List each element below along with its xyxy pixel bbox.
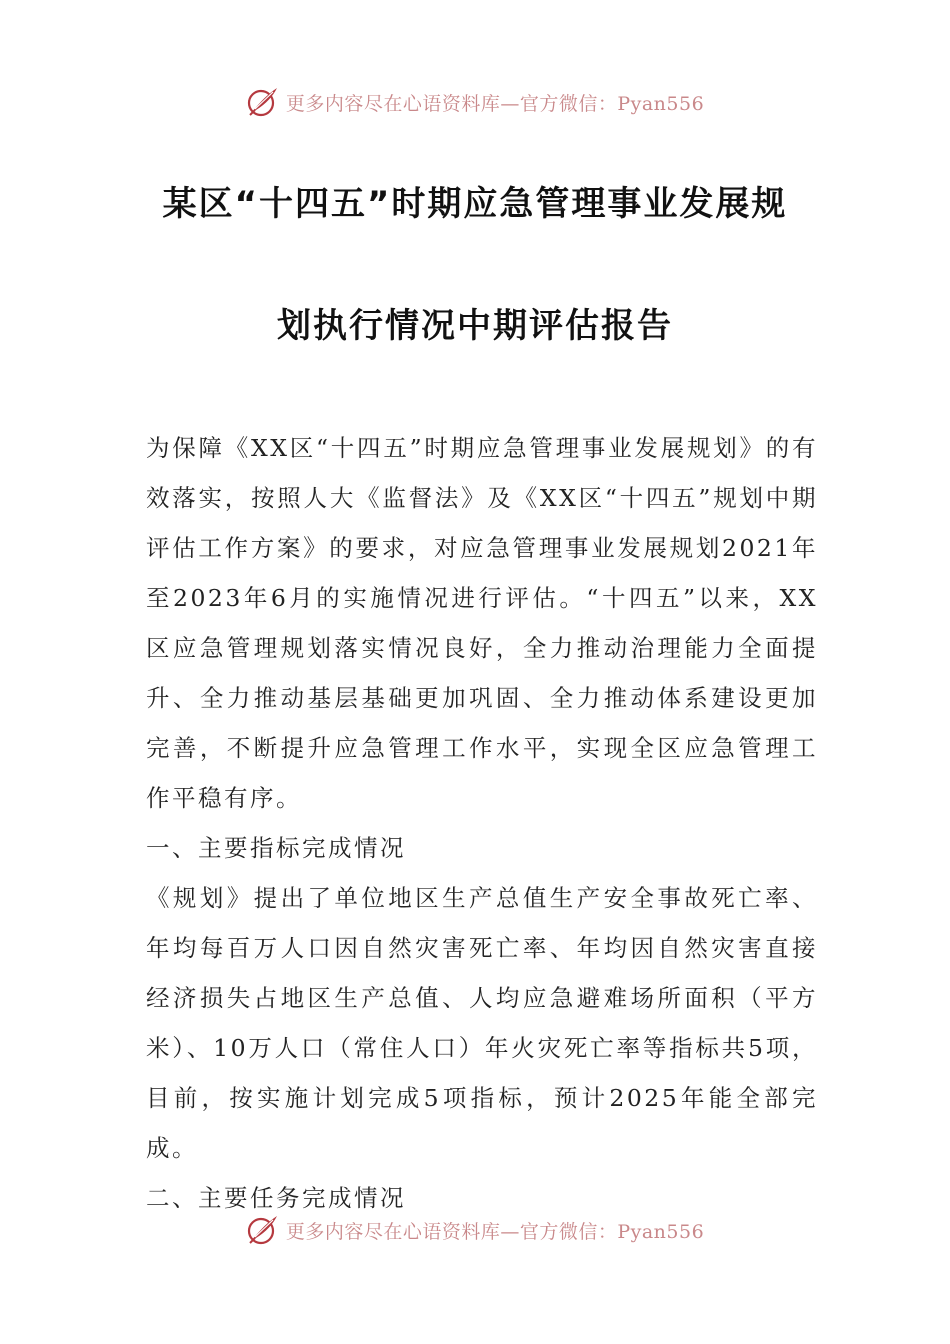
document-body	[146, 423, 818, 1223]
indicators-paragraph: 《规划》提出了单位地区生产总值生产安全事故死亡率、年均每百万人口因自然灾害死亡率、年均因自然灾害直接经济损失占地区生产总值、人均应急避难场所面积（平方米）、10万人口（常住人口）年火灾死亡率等指标共5项，目前，按实施计划完成5项指标，预计2025年能全部完成。	[146, 884, 818, 1162]
quill-logo-icon	[246, 1213, 280, 1247]
intro-paragraph: 为保障《XX区“十四五”时期应急管理事业发展规划》的有效落实，按照人大《监督法》及《XX区“十四五”规划中期评估工作方案》的要求，对应急管理事业发展规划2021年至2023年6月的实施情况进行评估。“十四五”以来，XX区应急管理规划落实情况良好，全力推动治理能力全面提升、全力推动基层基础更加巩固、全力推动体系建设更加完善，不断提升应急管理工作水平，实现全区应急管理工作平稳有序。	[146, 434, 818, 812]
section-heading-tasks: 二、主要任务完成情况	[146, 1184, 406, 1212]
watermark-text: 更多内容尽在心语资料库—官方微信：Pyan556	[285, 92, 705, 115]
section-heading-indicators: 一、主要指标完成情况	[146, 834, 406, 862]
watermark-text: 更多内容尽在心语资料库—官方微信：Pyan556	[285, 1220, 705, 1243]
watermark-footer	[0, 1210, 950, 1250]
document-title-line-1: 某区“十四五”时期应急管理事业发展规	[162, 184, 788, 224]
watermark-header	[0, 82, 950, 122]
quill-logo-icon	[246, 85, 280, 119]
document-title-line-2: 划执行情况中期评估报告	[277, 306, 673, 346]
